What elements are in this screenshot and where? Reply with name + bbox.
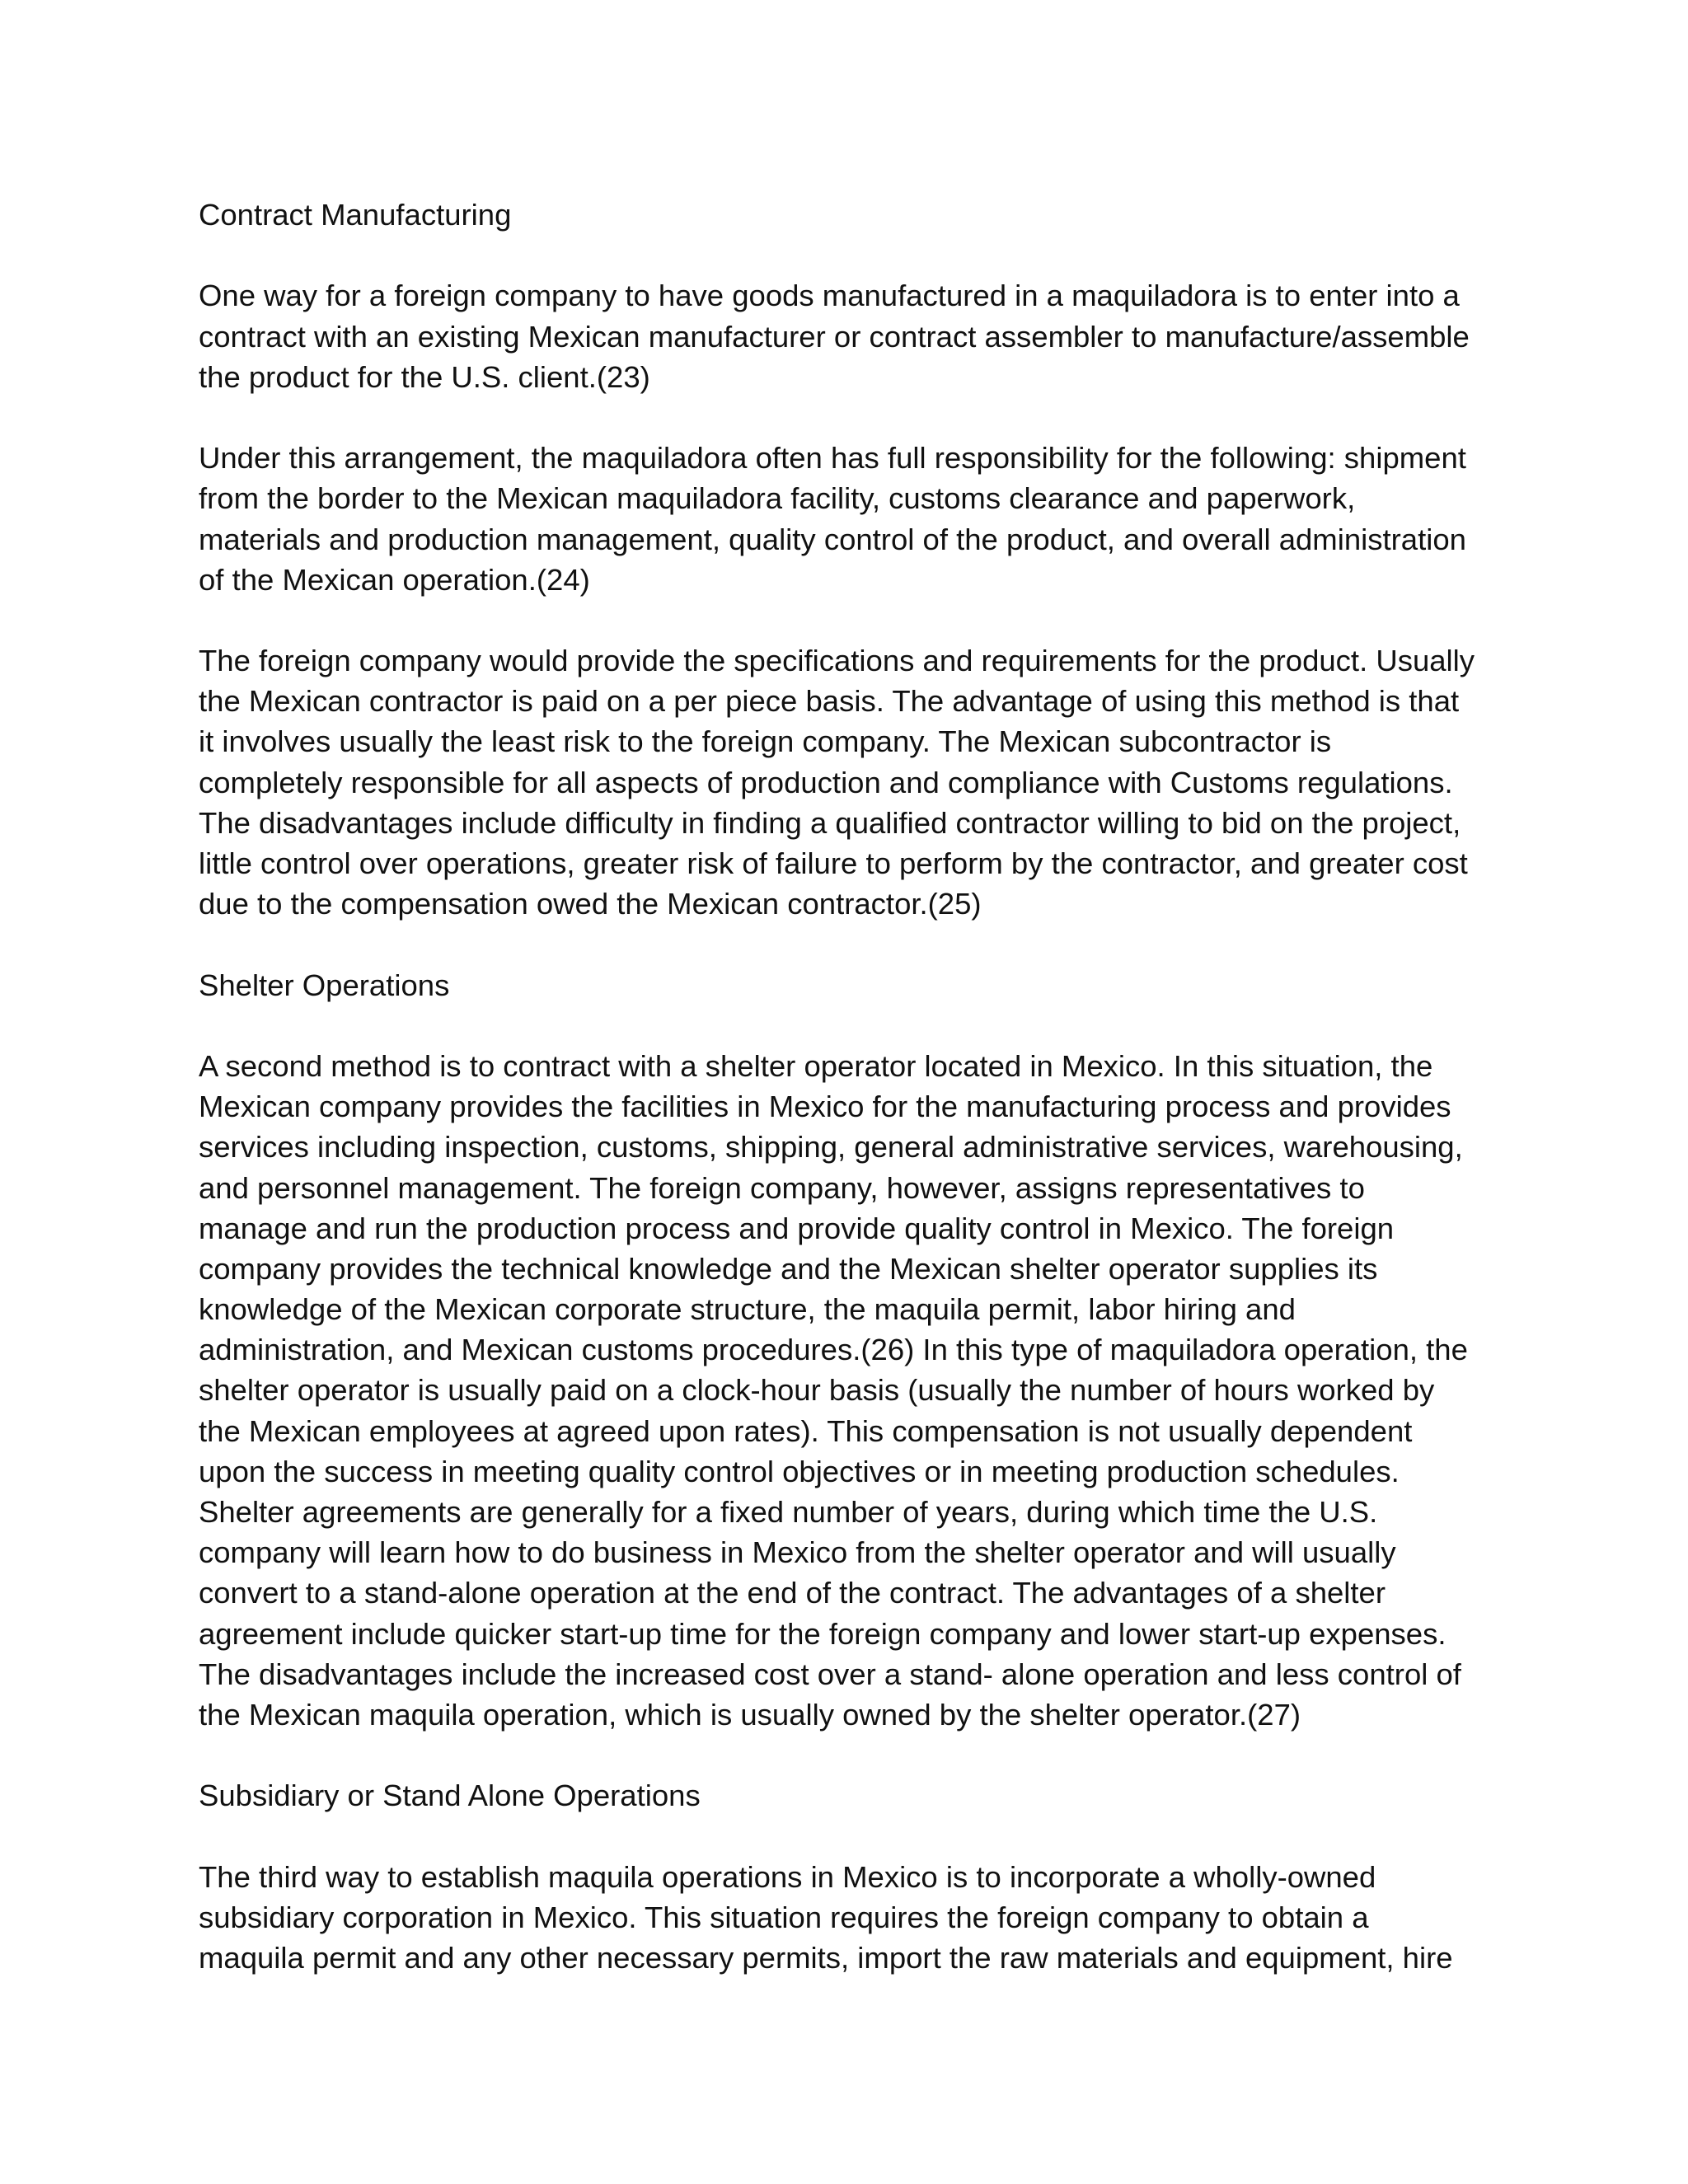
text-line: administration, and Mexican customs procedures.(26) In this type of maquiladora operation, the: [199, 1333, 1468, 1367]
paragraph-spacer: [199, 1735, 1517, 1775]
heading-text: Subsidiary or Stand Alone Operations: [199, 1779, 701, 1813]
text-line: due to the compensation owed the Mexican contractor.(25): [199, 887, 982, 921]
section-heading: [199, 1775, 1517, 1816]
text-line: the Mexican employees at agreed upon rates). This compensation is not usually dependent: [199, 1413, 1413, 1448]
text-line: Under this arrangement, the maquiladora often has full responsibility for the following: shipment: [199, 441, 1466, 476]
text-line: Mexican company provides the facilities in Mexico for the manufacturing process and provides: [199, 1090, 1451, 1124]
text-line: the product for the U.S. client.(23): [199, 359, 650, 394]
text-line: from the border to the Mexican maquiladora facility, customs clearance and paperwork,: [199, 481, 1356, 516]
text-line: maquila permit and any other necessary permits, import the raw materials and equipment, hire: [199, 1941, 1453, 1975]
paragraph-spacer: [199, 924, 1517, 964]
text-line: convert to a stand-alone operation at the end of the contract. The advantages of a shelter: [199, 1576, 1386, 1610]
text-line: The third way to establish maquila operations in Mexico is to incorporate a wholly-owned: [199, 1859, 1376, 1894]
text-line: and personnel management. The foreign company, however, assigns representatives to: [199, 1170, 1365, 1205]
text-line: of the Mexican operation.(24): [199, 562, 590, 597]
heading-text: Contract Manufacturing: [199, 198, 512, 232]
text-line: contract with an existing Mexican manufacturer or contract assembler to manufacture/assemble: [199, 319, 1470, 354]
paragraph-spacer: [199, 1816, 1517, 1857]
paragraph: [199, 438, 1517, 600]
text-line: it involves usually the least risk to the foreign company. The Mexican subcontractor is: [199, 724, 1332, 759]
text-line: company will learn how to do business in Mexico from the shelter operator and will usually: [199, 1535, 1396, 1570]
text-line: upon the success in meeting quality control objectives or in meeting production schedules.: [199, 1454, 1400, 1488]
paragraph-spacer: [199, 397, 1517, 438]
text-line: The disadvantages include difficulty in finding a qualified contractor willing to bid on the project,: [199, 805, 1461, 840]
text-line: A second method is to contract with a shelter operator located in Mexico. In this situation, the: [199, 1048, 1433, 1083]
paragraph-spacer: [199, 600, 1517, 640]
text-line: subsidiary corporation in Mexico. This situation requires the foreign company to obtain a: [199, 1900, 1369, 1934]
text-line: One way for a foreign company to have goods manufactured in a maquiladora is to enter into a: [199, 279, 1460, 313]
text-line: the Mexican contractor is paid on a per piece basis. The advantage of using this method is that: [199, 684, 1460, 719]
text-line: the Mexican maquila operation, which is usually owned by the shelter operator.(27): [199, 1697, 1301, 1732]
text-line: little control over operations, greater risk of failure to perform by the contractor, and greater cost: [199, 846, 1468, 880]
section-heading: [199, 965, 1517, 1005]
text-line: shelter operator is usually paid on a clock-hour basis (usually the number of hours worked by: [199, 1373, 1435, 1408]
text-line: company provides the technical knowledge and the Mexican shelter operator supplies its: [199, 1251, 1378, 1286]
text-line: services including inspection, customs, shipping, general administrative services, warehousing,: [199, 1130, 1463, 1165]
text-line: manage and run the production process and provide quality control in Mexico. The foreign: [199, 1211, 1395, 1245]
paragraph: [199, 640, 1517, 924]
document-body: [199, 194, 1517, 1978]
section-heading: [199, 194, 1517, 235]
paragraph-spacer: [199, 235, 1517, 275]
text-line: completely responsible for all aspects of production and compliance with Customs regulations.: [199, 765, 1453, 799]
text-line: materials and production management, quality control of the product, and overall administration: [199, 522, 1466, 556]
paragraph: [199, 275, 1517, 397]
text-line: The foreign company would provide the specifications and requirements for the product. Usually: [199, 644, 1475, 678]
text-line: Shelter agreements are generally for a fixed number of years, during which time the U.S.: [199, 1495, 1378, 1529]
text-line: The disadvantages include the increased cost over a stand- alone operation and less control of: [199, 1657, 1461, 1691]
paragraph: [199, 1857, 1517, 1979]
heading-text: Shelter Operations: [199, 968, 450, 1002]
paragraph: [199, 1046, 1517, 1735]
paragraph-spacer: [199, 1005, 1517, 1046]
text-line: knowledge of the Mexican corporate structure, the maquila permit, labor hiring and: [199, 1292, 1296, 1327]
text-line: agreement include quicker start-up time for the foreign company and lower start-up expenses.: [199, 1616, 1447, 1651]
